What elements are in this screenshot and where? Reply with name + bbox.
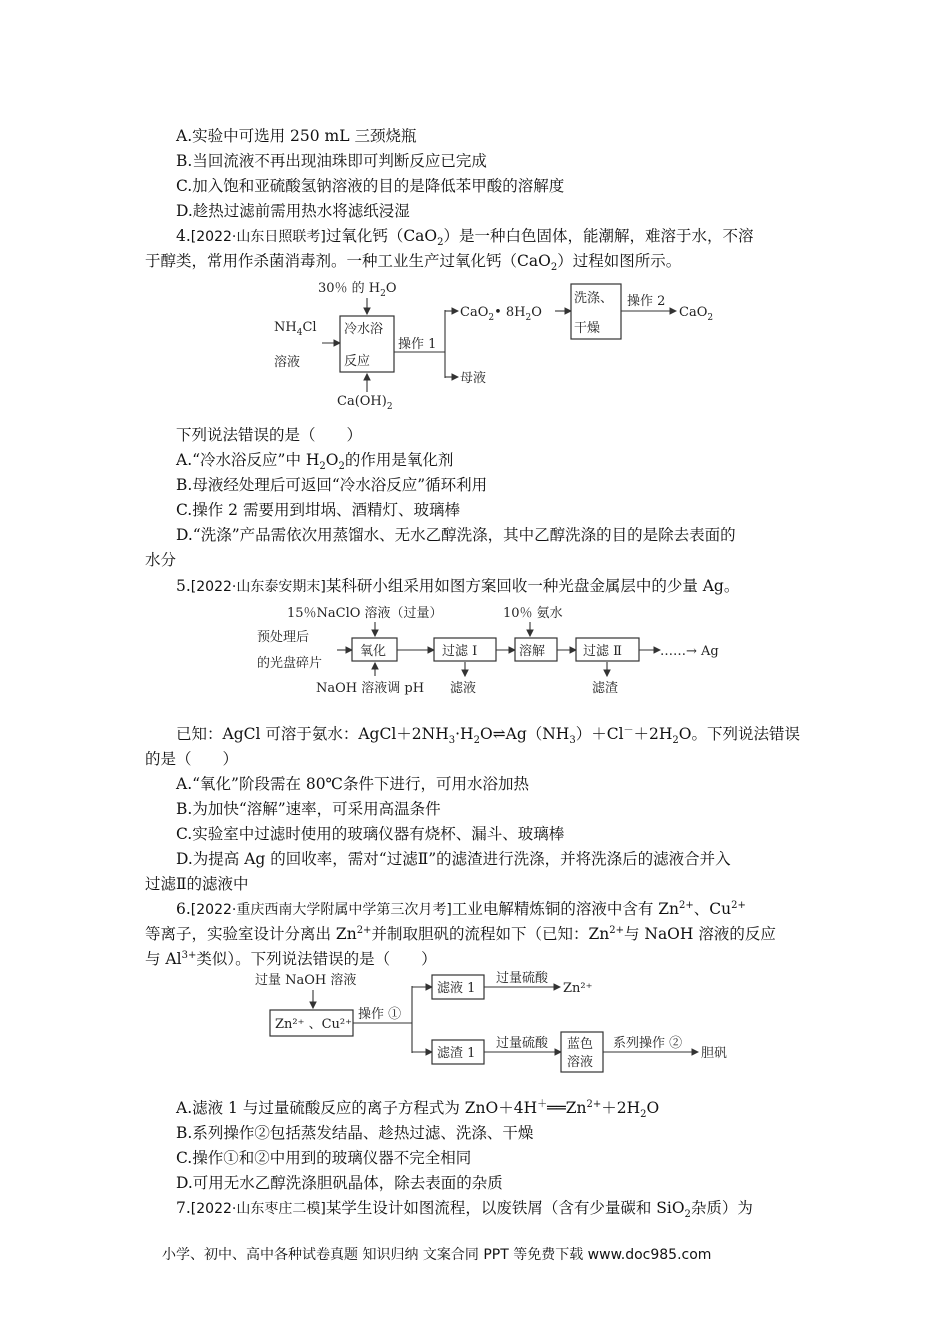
q6-option-c: C.操作①和②中用到的玻璃仪器不完全相同 [176,1149,472,1167]
q5-option-d-cont: 过滤Ⅱ的滤液中 [145,875,249,893]
q4-stem-line1: 4.[2022·山东日照联考]过氧化钙（CaO$_2$）是一种白色固体，能潮解，难溶于水，不溶 [176,227,754,249]
q4-option-a: A.“冷水浴反应”中 $H_2O_2$的作用是氧化剂 [176,451,454,473]
q5-known: 已知：AgCl 可溶于氨水：$AgCl+2NH_3\cdot H_2O\rightleftharpoons Ag(NH_3)+Cl^-+2H_2O$。下列说法错误 [176,724,801,747]
svg-text:溶液: 溶液 [567,1055,594,1070]
q4-nh4cl-label: $NH_4Cl$ [274,320,317,338]
q6-stem-line2: 等离子，实验室设计分离出 $Zn^{2+}$并制取胆矾的流程如下（已知：$Zn^{2+}$与 NaOH 溶液的反应 [145,924,776,943]
svg-text:干燥: 干燥 [574,321,601,336]
q5-ammonia-label: 10％ 氨水 [503,606,563,621]
svg-text:蓝色: 蓝色 [567,1037,594,1052]
q5-naclo-label: 15％NaClO 溶液（过量） [287,606,443,621]
q6-stem-line1: 6.[2022·重庆西南大学附属中学第三次月考]工业电解精炼铜的溶液中含有 $Zn^{2+}$、$Cu^{2+}$ [176,899,746,918]
svg-text:反应: 反应 [344,354,371,369]
svg-text:滤渣 1: 滤渣 1 [437,1046,476,1061]
q6-option-a: A.滤液 1 与过量硫酸反应的离子方程式为 $ZnO+4H^+══Zn^{2+}+2H_2O$ [176,1098,660,1121]
q4-h2o2-label: 30％ 的 $H_2O$ [318,281,397,299]
svg-text:溶解: 溶解 [519,644,546,659]
svg-text:Zn²⁺: Zn²⁺ [563,981,593,996]
svg-text:系列操作 ②: 系列操作 ② [613,1036,683,1051]
q6-stem-line3: 与 $Al^{3+}$类似）。下列说法错误的是（ ） [145,949,437,968]
q4-cao2-8h2o-label: CaO$_2$• $8H_2O$ [460,305,542,323]
q4-option-c: C.操作 2 需要用到坩埚、酒精灯、玻璃棒 [176,501,460,519]
svg-text:NaOH 溶液调 pH: NaOH 溶液调 pH [316,681,425,696]
q6-source: [2022·重庆西南大学附属中学第三次月考] [190,902,452,918]
svg-text:胆矾: 胆矾 [701,1046,728,1061]
q3-option-a: A.实验中可选用 250 mL 三颈烧瓶 [176,127,417,145]
q4-ask: 下列说法错误的是（ ） [176,426,363,444]
q4-stem-line2: 于醇类，常用作杀菌消毒剂。一种工业生产过氧化钙（CaO$_2$）过程如图所示。 [145,252,682,274]
q5-option-a: A.“氧化”阶段需在 80℃条件下进行，可用水浴加热 [176,775,529,793]
svg-text:预处理后: 预处理后 [257,630,310,645]
q5-option-b: B.为加快“溶解”速率，可采用高温条件 [176,800,441,818]
svg-text:滤渣: 滤渣 [592,681,619,696]
q7-source: [2022·山东枣庄二模] [190,1201,326,1217]
q3-option-d: D.趁热过滤前需用热水将滤纸浸湿 [176,202,410,220]
svg-text:氧化: 氧化 [360,644,387,659]
q3-option-c: C.加入饱和亚硫酸氢钠溶液的目的是降低苯甲酸的溶解度 [176,177,565,195]
svg-text:……→ Ag: ……→ Ag [660,644,719,659]
q5-source: [2022·山东泰安期末] [190,579,326,595]
q7-stem: 7.[2022·山东枣庄二模]某学生设计如图流程，以废铁屑（含有少量碳和 SiO$_2$杂质）为 [176,1199,753,1221]
q5-option-c: C.实验室中过滤时使用的玻璃仪器有烧杯、漏斗、玻璃棒 [176,825,565,843]
q4-source: [2022·山东日照联考] [190,229,326,245]
q6-op1-label: 操作 ① [358,1007,402,1022]
svg-text:滤液 1: 滤液 1 [437,981,476,996]
q5-stem: 5.[2022·山东泰安期末]某科研小组采用如图方案回收一种光盘金属层中的少量 Ag。 [176,577,740,595]
q4-cao2-final: CaO$_2$ [679,305,714,323]
q7-number: 7. [176,1199,191,1217]
q4-diagram [274,281,713,412]
svg-text:滤液: 滤液 [450,681,477,696]
svg-text:过量 NaOH 溶液: 过量 NaOH 溶液 [255,973,357,988]
q4-solution-label: 溶液 [274,355,301,370]
q4-op1-label: 操作 1 [398,337,437,352]
q5-number: 5. [176,577,191,595]
svg-text:Zn²⁺ 、Cu²⁺: Zn²⁺ 、Cu²⁺ [275,1017,353,1032]
q4-number: 4. [176,227,191,245]
q4-option-d: D.“洗涤”产品需依次用蒸馏水、无水乙醇洗涤，其中乙醇洗涤的目的是除去表面的 [176,526,736,544]
q6-diagram [255,970,727,1072]
svg-text:冷水浴: 冷水浴 [344,322,384,337]
q6-number: 6. [176,900,191,918]
q4-op2-label: 操作 2 [627,294,666,309]
q4-mother-liquor: 母液 [460,371,487,386]
svg-text:过滤 Ⅱ: 过滤 Ⅱ [583,644,622,659]
q3-option-b: B.当回流液不再出现油珠即可判断反应已完成 [176,152,487,170]
q5-diagram [257,605,719,696]
svg-text:过量硫酸: 过量硫酸 [496,1036,549,1051]
q4-option-d-cont: 水分 [145,551,177,569]
svg-text:洗涤、: 洗涤、 [574,291,614,306]
q5-option-d: D.为提高 Ag 的回收率，需对“过滤Ⅱ”的滤渣进行洗涤，并将洗涤后的滤液合并入 [176,850,731,868]
q4-caoh2-label: $Ca(OH)_2$ [337,394,393,412]
page-footer: 小学、初中、高中各种试卷真题 知识归纳 文案合同 PPT 等免费下载 www.doc985.com [162,1247,712,1263]
svg-text:过量硫酸: 过量硫酸 [496,971,549,986]
q5-known-cont: 的是（ ） [145,750,239,768]
q6-option-b: B.系列操作②包括蒸发结晶、趁热过滤、洗涤、干燥 [176,1124,534,1142]
q6-option-d: D.可用无水乙醇洗涤胆矾晶体，除去表面的杂质 [176,1174,503,1192]
q4-option-b: B.母液经处理后可返回“冷水浴反应”循环利用 [176,476,488,494]
svg-text:过滤 Ⅰ: 过滤 Ⅰ [442,644,478,659]
svg-text:的光盘碎片: 的光盘碎片 [257,656,323,671]
